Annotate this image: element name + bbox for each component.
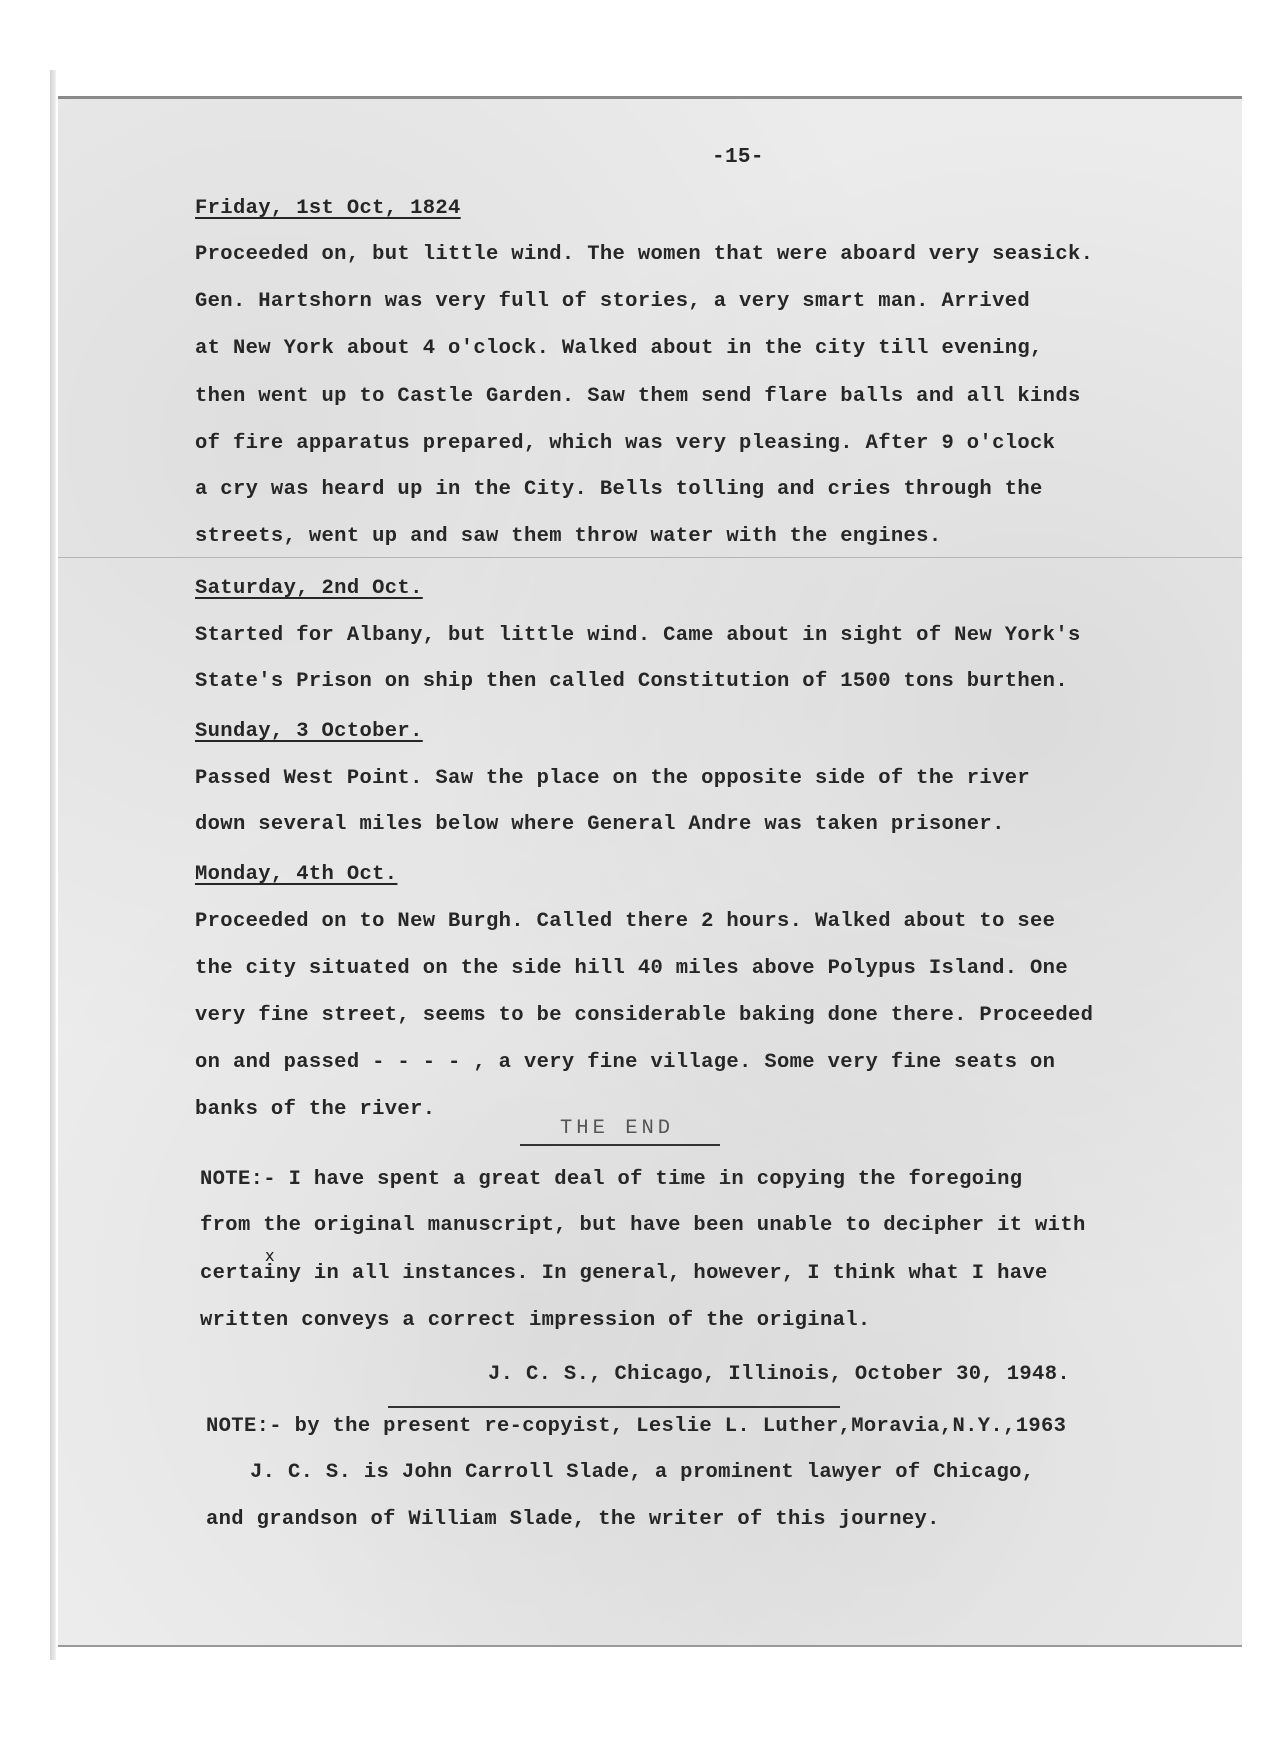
note-line: certainy in all instances. In general, however, I think what I have <box>200 1262 1048 1285</box>
entry-line: on and passed - - - - , a very fine village. Some very fine seats on <box>195 1051 1056 1074</box>
entry-line: a cry was heard up in the City. Bells tolling and cries through the <box>195 478 1043 501</box>
entry-line: very fine street, seems to be considerable baking done there. Proceeded <box>195 1004 1094 1027</box>
entry-heading-monday: Monday, 4th Oct. <box>195 863 398 886</box>
page-number: -15- <box>712 146 764 169</box>
entry-line: streets, went up and saw them throw water with the engines. <box>195 525 942 548</box>
entry-heading-friday: Friday, 1st Oct, 1824 <box>195 197 461 220</box>
entry-heading-sunday: Sunday, 3 October. <box>195 720 423 743</box>
signature-rule <box>388 1406 840 1408</box>
entry-line: Proceeded on, but little wind. The women that were aboard very seasick. <box>195 243 1094 266</box>
entry-line: then went up to Castle Garden. Saw them send flare balls and all kinds <box>195 385 1081 408</box>
note-line: NOTE:- I have spent a great deal of time in copying the foregoing <box>200 1168 1023 1191</box>
entry-line: Gen. Hartshorn was very full of stories, a very smart man. Arrived <box>195 290 1031 313</box>
note-line: NOTE:- by the present re-copyist, Leslie L. Luther,Moravia,N.Y.,1963 <box>206 1415 1067 1438</box>
entry-line: at New York about 4 o'clock. Walked about in the city till evening, <box>195 337 1043 360</box>
entry-line: Passed West Point. Saw the place on the opposite side of the river <box>195 767 1031 790</box>
entry-line: of fire apparatus prepared, which was very pleasing. After 9 o'clock <box>195 432 1056 455</box>
entry-line: Started for Albany, but little wind. Came about in sight of New York's <box>195 624 1081 647</box>
entry-line: down several miles below where General Andre was taken prisoner. <box>195 813 1005 836</box>
note-line: J. C. S. is John Carroll Slade, a prominent lawyer of Chicago, <box>250 1461 1035 1484</box>
fold-line <box>58 557 1242 558</box>
entry-line: the city situated on the side hill 40 miles above Polypus Island. One <box>195 957 1068 980</box>
correction-mark: x <box>265 1246 275 1265</box>
the-end-label: THE END <box>560 1117 675 1140</box>
note-line: from the original manuscript, but have been unable to decipher it with <box>200 1214 1086 1237</box>
note-line: and grandson of William Slade, the writer of this journey. <box>206 1508 940 1531</box>
entry-line: banks of the river. <box>195 1098 436 1121</box>
note-line: written conveys a correct impression of the original. <box>200 1309 871 1332</box>
entry-heading-saturday: Saturday, 2nd Oct. <box>195 577 423 600</box>
entry-line: State's Prison on ship then called Constitution of 1500 tons burthen. <box>195 670 1068 693</box>
entry-line: Proceeded on to New Burgh. Called there 2 hours. Walked about to see <box>195 910 1056 933</box>
scan-left-edge <box>50 70 56 1660</box>
signature-line: J. C. S., Chicago, Illinois, October 30, 1948. <box>488 1363 1070 1386</box>
the-end-rule <box>520 1144 720 1146</box>
